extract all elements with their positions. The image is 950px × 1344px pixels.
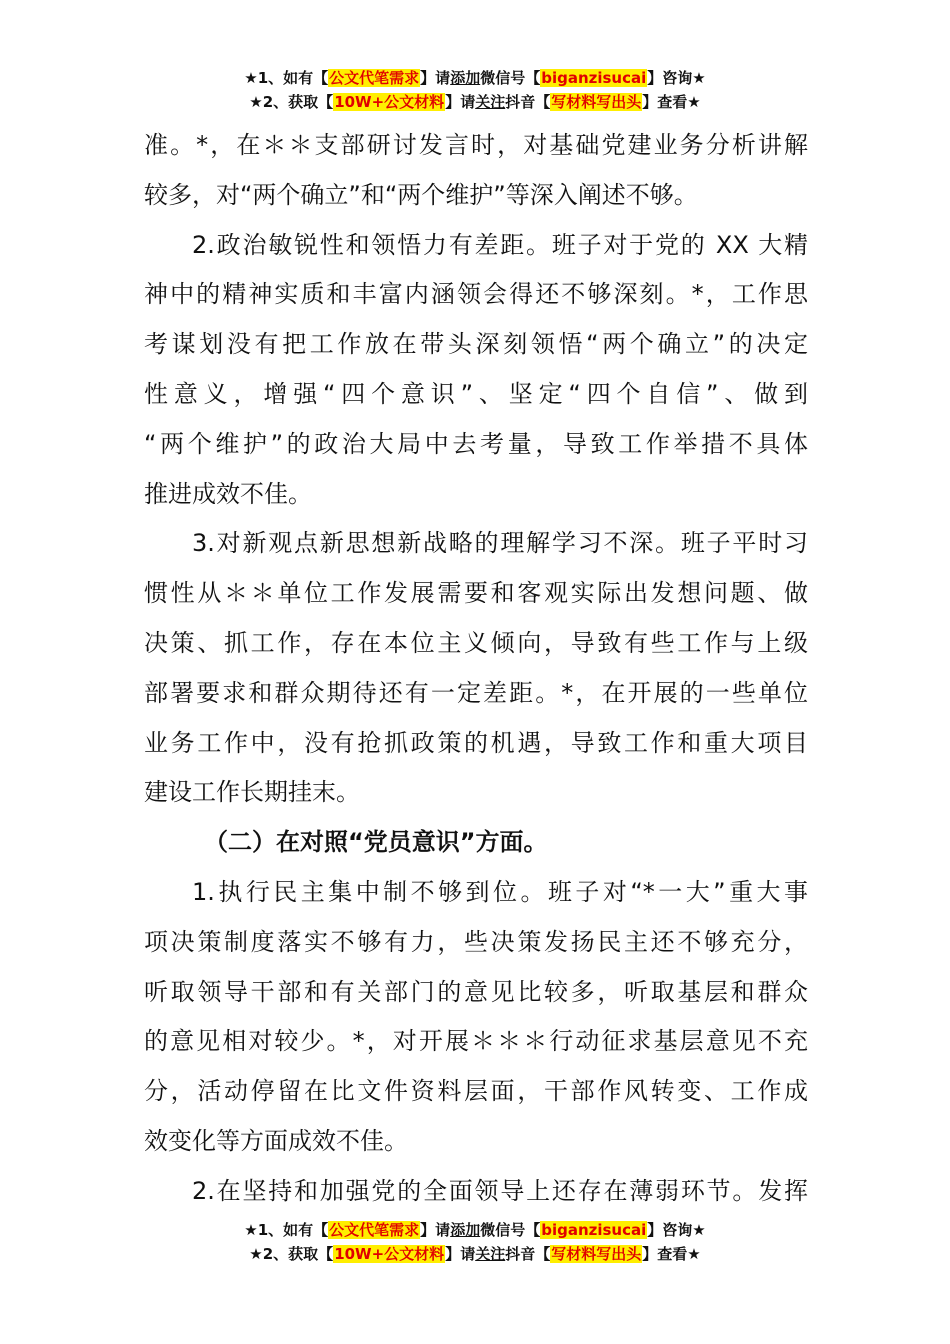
promo-highlight: 写材料写出头 (551, 93, 642, 111)
promo-text: 】咨询★ (647, 69, 706, 87)
body-line: 惯性从＊＊单位工作发展需要和客观实际出发想问题、做 (144, 579, 808, 608)
body-line: 性意义，增强“四个意识”、坚定“四个自信”、做到 (144, 379, 808, 408)
promo-text: ★2、获取【 (249, 1245, 334, 1263)
promo-text: 】查看★ (642, 93, 701, 111)
body-line: 分，活动停留在比文件资料层面，干部作风转变、工作成 (144, 1077, 808, 1106)
promo-line-1 (0, 1218, 950, 1242)
body-line: 考谋划没有把工作放在带头深刻领悟“两个确立”的决定 (144, 330, 808, 359)
promo-highlight: 公文代笔需求 (329, 69, 420, 87)
promo-emphasis: 添加 (450, 1221, 481, 1239)
promo-highlight: biganzisucai (541, 1221, 647, 1239)
promo-text: 】查看★ (642, 1245, 701, 1263)
body-line: 决策、抓工作，存在本位主义倾向，导致有些工作与上级 (144, 628, 808, 657)
promo-highlight: biganzisucai (541, 69, 647, 87)
promo-text: 抖音【 (505, 93, 551, 111)
document-body (144, 121, 808, 1217)
body-line: 部署要求和群众期待还有一定差距。*，在开展的一些单位 (144, 678, 808, 707)
body-line: 神中的精神实质和丰富内涵领会得还不够深刻。*，工作思 (144, 280, 808, 309)
promo-text: 】请 (445, 93, 476, 111)
promo-emphasis: 添加 (450, 69, 481, 87)
body-line: 3.对新观点新思想新战略的理解学习不深。班子平时习 (192, 529, 808, 558)
promo-highlight: 10W+公文材料 (334, 93, 445, 111)
body-line: 建设工作长期挂末。 (144, 778, 360, 807)
section-heading: （二）在对照“党员意识”方面。 (204, 828, 548, 857)
body-line: 推进成效不佳。 (144, 479, 312, 508)
body-line: “两个维护”的政治大局中去考量，导致工作举措不具体 (144, 429, 808, 458)
promo-highlight: 写材料写出头 (551, 1245, 642, 1263)
body-line: 业务工作中，没有抢抓政策的机遇，导致工作和重大项目 (144, 728, 808, 757)
promo-emphasis: 关注 (475, 93, 506, 111)
promo-text: ★1、如有【 (244, 1221, 329, 1239)
body-line: 2.在坚持和加强党的全面领导上还存在薄弱环节。发挥 (192, 1176, 808, 1205)
promo-banner-bottom (0, 1218, 950, 1266)
promo-text: ★2、获取【 (249, 93, 334, 111)
promo-line-2 (0, 90, 950, 114)
body-line: 较多，对“两个确立”和“两个维护”等深入阐述不够。 (144, 180, 698, 209)
body-line: 项决策制度落实不够有力，些决策发扬民主还不够充分， (144, 927, 808, 956)
promo-banner-top (0, 66, 950, 114)
promo-text: ★1、如有【 (244, 69, 329, 87)
promo-text: 微信号【 (480, 1221, 541, 1239)
body-line: 准。*，在＊＊支部研讨发言时，对基础党建业务分析讲解 (144, 131, 808, 159)
body-line: 效变化等方面成效不佳。 (144, 1126, 408, 1155)
promo-text: 抖音【 (505, 1245, 551, 1263)
promo-text: 】请 (420, 69, 451, 87)
body-line: 听取领导干部和有关部门的意见比较多，听取基层和群众 (144, 977, 808, 1006)
promo-emphasis: 关注 (475, 1245, 506, 1263)
body-line: 的意见相对较少。*，对开展＊＊＊行动征求基层意见不充 (144, 1027, 808, 1056)
promo-line-1 (0, 66, 950, 90)
promo-line-2 (0, 1242, 950, 1266)
promo-text: 】请 (445, 1245, 476, 1263)
promo-text: 】咨询★ (647, 1221, 706, 1239)
body-line: 2.政治敏锐性和领悟力有差距。班子对于党的 XX 大精 (192, 230, 808, 259)
promo-highlight: 10W+公文材料 (334, 1245, 445, 1263)
body-line: 1.执行民主集中制不够到位。班子对“*一大”重大事 (192, 877, 808, 906)
promo-text: 微信号【 (480, 69, 541, 87)
promo-text: 】请 (420, 1221, 451, 1239)
promo-highlight: 公文代笔需求 (329, 1221, 420, 1239)
